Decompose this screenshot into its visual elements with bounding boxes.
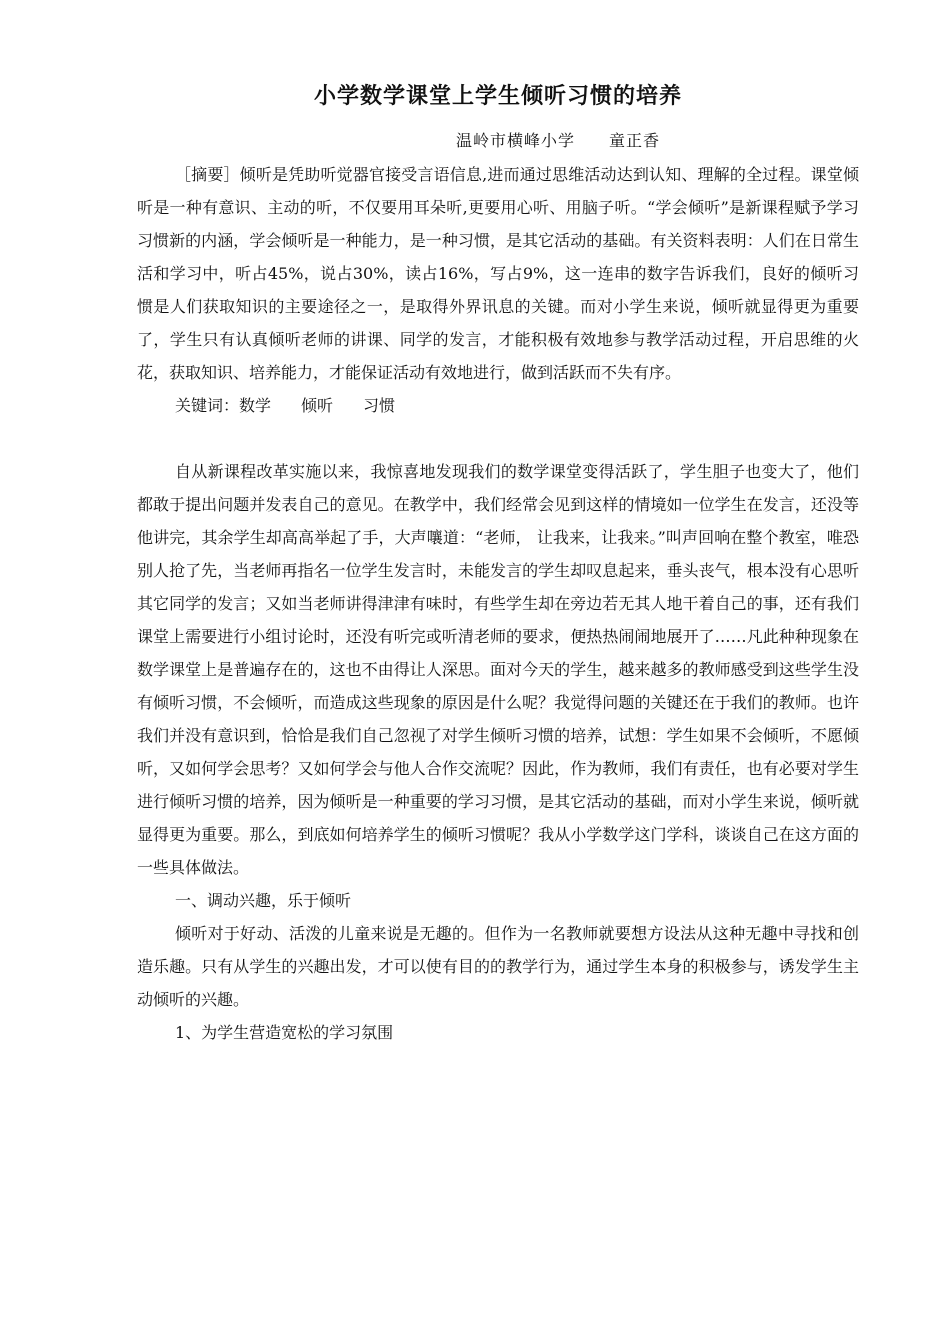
keyword-item: 习惯 [363, 396, 396, 415]
keywords-line [137, 389, 859, 422]
abstract-paragraph: ［摘要］倾听是凭助听觉器官接受言语信息,进而通过思维活动达到认知、理解的全过程。课堂倾听是一种有意识、主动的听，不仅要用耳朵听,更要用心听、用脑子听。“学会倾听”是新课程赋予学习习惯新的内涵，学会倾听是一种能力，是一种习惯，是其它活动的基础。有关资料表明：人们在日常生活和学习中，听占45%，说占30%，读占16%，写占9%，这一连串的数字告诉我们，良好的倾听习惯是人们获取知识的主要途径之一，是取得外界讯息的关键。而对小学生来说，倾听就显得更为重要了，学生只有认真倾听老师的讲课、同学的发言，才能积极有效地参与教学活动过程，开启思维的火花，获取知识、培养能力，才能保证活动有效地进行，做到活跃而不失有序。 [137, 165, 859, 382]
section-heading: 一、调动兴趣，乐于倾听 [175, 891, 352, 910]
keyword-item: 倾听 [301, 396, 334, 415]
document-page [137, 82, 859, 1049]
keywords-label: 关键词： [175, 396, 240, 415]
body-paragraph: 自从新课程改革实施以来，我惊喜地发现我们的数学课堂变得活跃了，学生胆子也变大了，他们都敢于提出问题并发表自己的意见。在教学中，我们经常会见到这样的情境如一位学生在发言，还没等他讲完，其余学生却高高举起了手，大声嚷道：“老师， 让我来，让我来。”叫声回响在整个教室，唯恐别人抢了先，当老师再指名一位学生发言时，未能发言的学生却叹息起来，垂头丧气，根本没有心思听其它同学的发言；又如当老师讲得津津有味时，有些学生却在旁边若无其人地干着自己的事，还有我们课堂上需要进行小组讨论时，还没有听完或听清老师的要求，便热热闹闹地展开了……凡此种种现象在数学课堂上是普遍存在的，这也不由得让人深思。面对今天的学生，越来越多的教师感受到这些学生没有倾听习惯，不会倾听，而造成这些现象的原因是什么呢？我觉得问题的关键还在于我们的教师。也许我们并没有意识到，恰恰是我们自己忽视了对学生倾听习惯的培养，试想：学生如果不会倾听，不愿倾听，又如何学会思考？又如何学会与他人合作交流呢？因此，作为教师，我们有责任，也有必要对学生进行倾听习惯的培养，因为倾听是一种重要的学习习惯，是其它活动的基础，而对小学生来说，倾听就显得更为重要。那么，到底如何培养学生的倾听习惯呢？我从小学数学这门学科，谈谈自己在这方面的一些具体做法。 [137, 462, 859, 877]
keyword-item: 数学 [239, 396, 272, 415]
author-name: 童正香 [609, 131, 661, 150]
school-name: 温岭市横峰小学 [455, 131, 575, 150]
subsection-heading: 1、为学生营造宽松的学习氛围 [175, 1023, 394, 1042]
body-paragraph: 倾听对于好动、活泼的儿童来说是无趣的。但作为一名教师就要想方设法从这种无趣中寻找和创造乐趣。只有从学生的兴趣出发，才可以使有目的的教学行为，通过学生本身的积极参与，诱发学生主动倾听的兴趣。 [137, 924, 859, 1009]
byline [137, 130, 859, 152]
document-title: 小学数学课堂上学生倾听习惯的培养 [313, 84, 682, 109]
